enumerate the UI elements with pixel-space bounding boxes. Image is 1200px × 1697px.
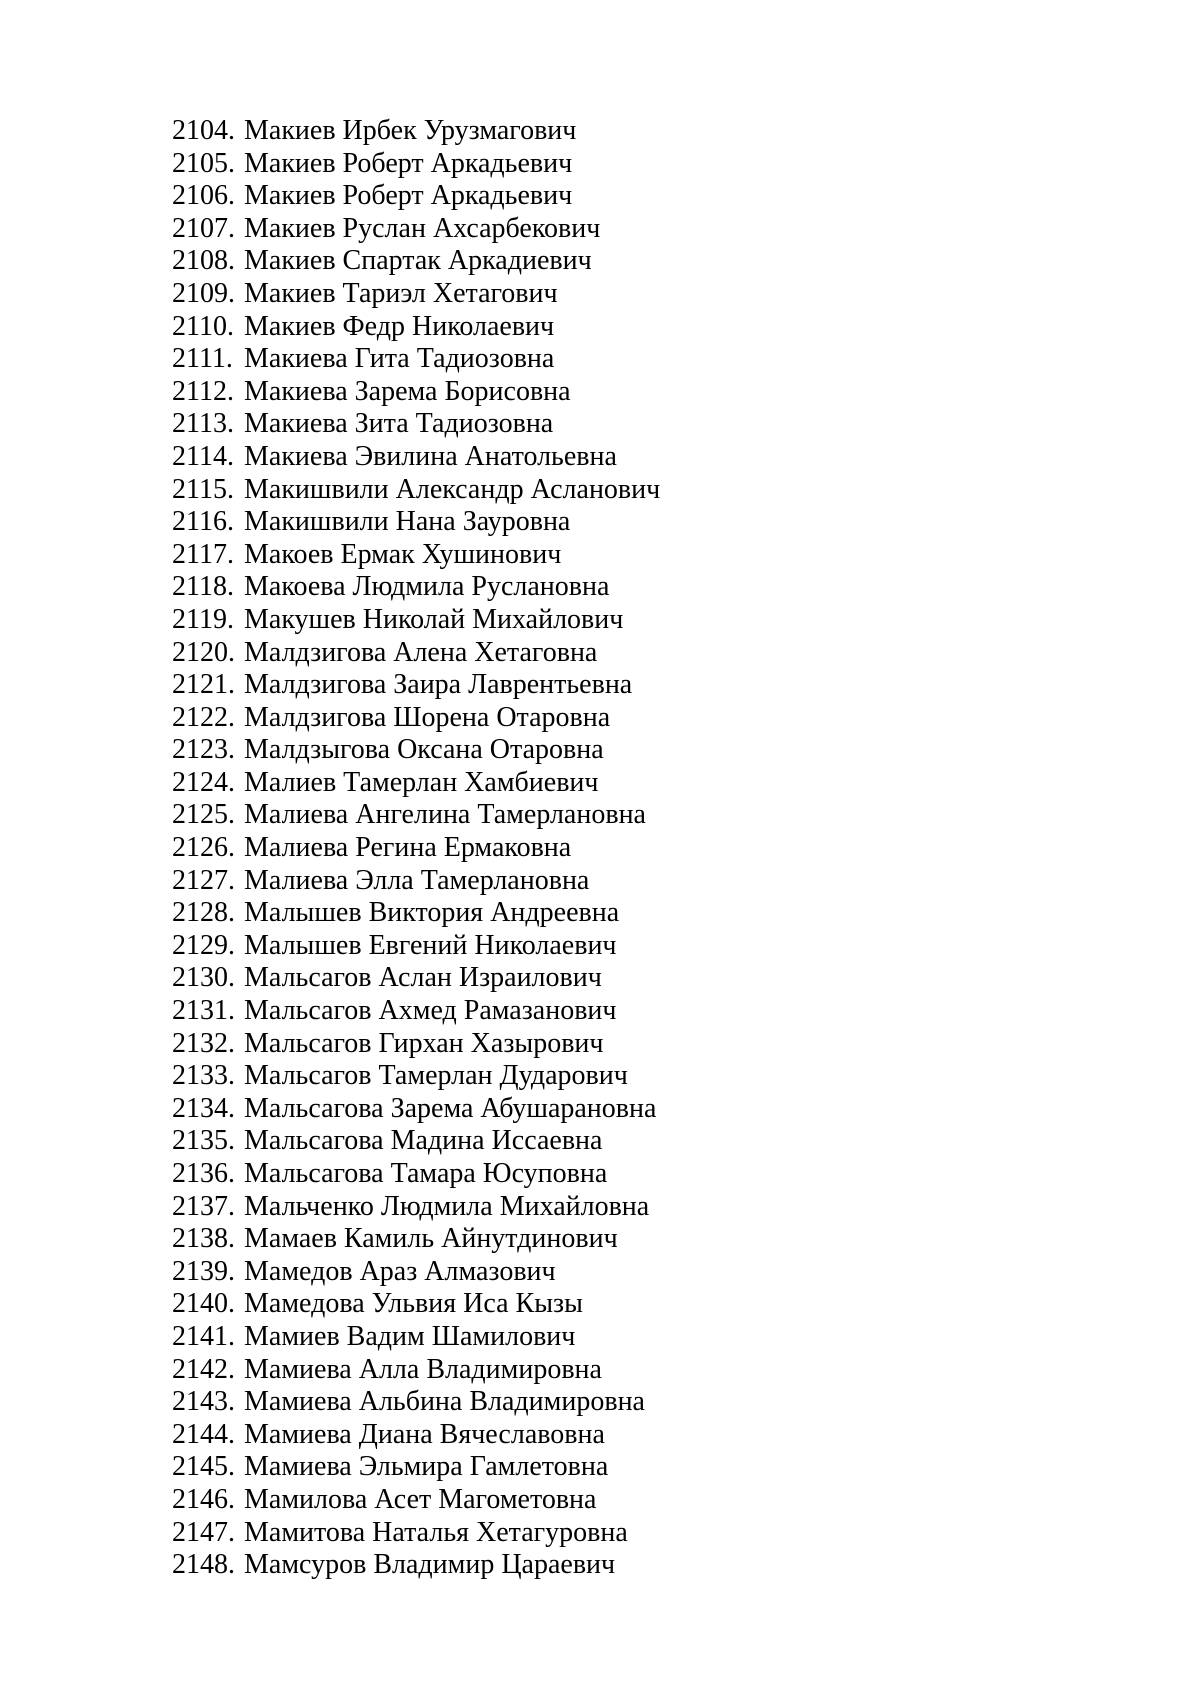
name-list: [172, 115, 660, 1582]
entry-name: Макоев Ермак Хушинович: [244, 538, 562, 570]
entry-number: 2116.: [172, 506, 234, 538]
list-item: [172, 865, 660, 898]
entry-name: Малышев Виктория Андреевна: [244, 897, 620, 929]
list-item: [172, 245, 660, 278]
list-item: [172, 1028, 660, 1061]
list-item: [172, 637, 660, 670]
list-item: [172, 767, 660, 800]
entry-name: Малышев Евгений Николаевич: [244, 929, 617, 961]
entry-number: 2110.: [172, 310, 234, 342]
entry-number: 2144.: [172, 1418, 235, 1450]
entry-name: Макишвили Александр Асланович: [244, 473, 661, 505]
entry-number: 2115.: [172, 473, 234, 505]
entry-name: Макиев Роберт Аркадьевич: [244, 180, 573, 212]
entry-number: 2117.: [172, 538, 234, 570]
list-item: [172, 832, 660, 865]
entry-name: Макиев Ирбек Урузмагович: [244, 115, 577, 146]
entry-number: 2138.: [172, 1223, 235, 1255]
list-item: [172, 115, 660, 148]
entry-name: Макиев Спартак Аркадиевич: [244, 245, 592, 277]
entry-number: 2118.: [172, 571, 234, 603]
list-item: [172, 1321, 660, 1354]
entry-name: Мальсагова Мадина Иссаевна: [244, 1125, 603, 1157]
entry-number: 2145.: [172, 1451, 235, 1483]
entry-name: Мамиева Алла Владимировна: [244, 1353, 602, 1385]
entry-number: 2131.: [172, 995, 235, 1027]
entry-name: Мамедова Ульвия Иса Кызы: [244, 1288, 583, 1320]
entry-number: 2124.: [172, 766, 235, 798]
list-item: [172, 213, 660, 246]
entry-number: 2133.: [172, 1060, 235, 1092]
list-item: [172, 180, 660, 213]
entry-number: 2126.: [172, 832, 235, 864]
entry-number: 2107.: [172, 212, 235, 244]
entry-name: Макиев Руслан Ахсарбекович: [244, 212, 601, 244]
entry-name: Макушев Николай Михайлович: [244, 603, 624, 635]
list-item: [172, 343, 660, 376]
entry-number: 2134.: [172, 1092, 235, 1124]
entry-number: 2128.: [172, 897, 235, 929]
entry-name: Макиева Гита Тадиозовна: [244, 343, 555, 375]
entry-number: 2108.: [172, 245, 235, 277]
entry-number: 2112.: [172, 375, 234, 407]
entry-name: Мамиева Эльмира Гамлетовна: [244, 1451, 609, 1483]
entry-name: Мальсагова Тамара Юсуповна: [244, 1158, 608, 1189]
list-item: [172, 148, 660, 181]
entry-name: Мальсагов Аслан Израилович: [244, 962, 602, 994]
list-item: [172, 604, 660, 637]
entry-name: Мамилова Асет Магометовна: [244, 1483, 597, 1515]
entry-name: Мамедов Араз Алмазович: [244, 1255, 556, 1287]
entry-name: Макиев Роберт Аркадьевич: [244, 147, 573, 179]
list-item: [172, 702, 660, 735]
entry-number: 2122.: [172, 701, 235, 733]
entry-number: 2140.: [172, 1288, 235, 1320]
entry-number: 2132.: [172, 1027, 235, 1059]
entry-number: 2148.: [172, 1549, 235, 1581]
entry-number: 2129.: [172, 929, 235, 961]
list-item: [172, 1484, 660, 1517]
list-item: [172, 1125, 660, 1158]
entry-number: 2143.: [172, 1386, 235, 1418]
list-item: [172, 1354, 660, 1387]
entry-name: Мальсагов Ахмед Рамазанович: [244, 995, 617, 1027]
entry-name: Малиев Тамерлан Хамбиевич: [244, 766, 599, 798]
entry-name: Мальсагов Гирхан Хазырович: [244, 1027, 604, 1059]
entry-number: 2135.: [172, 1125, 235, 1157]
list-item: [172, 311, 660, 344]
list-item: [172, 441, 660, 474]
entry-number: 2125.: [172, 799, 235, 831]
list-item: [172, 1419, 660, 1452]
list-item: [172, 1093, 660, 1126]
list-item: [172, 1223, 660, 1256]
entry-name: Малдзигова Заира Лаврентьевна: [244, 669, 633, 701]
list-item: [172, 1256, 660, 1289]
list-item: [172, 734, 660, 767]
entry-number: 2106.: [172, 180, 235, 212]
entry-name: Мамиев Вадим Шамилович: [244, 1320, 576, 1352]
entry-number: 2139.: [172, 1255, 235, 1287]
entry-number: 2147.: [172, 1516, 235, 1548]
list-item: [172, 897, 660, 930]
list-item: [172, 408, 660, 441]
entry-name: Мамиева Диана Вячеславовна: [244, 1418, 605, 1450]
entry-name: Мамаев Камиль Айнутдинович: [244, 1223, 618, 1255]
entry-name: Макиев Тариэл Хетагович: [244, 277, 558, 309]
list-item: [172, 669, 660, 702]
entry-name: Мамиева Альбина Владимировна: [244, 1386, 645, 1418]
entry-number: 2105.: [172, 147, 235, 179]
entry-name: Макиев Федр Николаевич: [244, 310, 555, 342]
entry-name: Мальсагова Зарема Абушарановна: [244, 1092, 657, 1124]
list-item: [172, 1451, 660, 1484]
entry-name: Малиева Регина Ермаковна: [244, 832, 572, 864]
entry-name: Мамсуров Владимир Цараевич: [244, 1549, 616, 1581]
entry-number: 2104.: [172, 115, 235, 146]
entry-number: 2130.: [172, 962, 235, 994]
list-item: [172, 278, 660, 311]
entry-name: Макиева Эвилина Анатольевна: [244, 440, 617, 472]
list-item: [172, 1386, 660, 1419]
list-item: [172, 571, 660, 604]
list-item: [172, 376, 660, 409]
entry-number: 2141.: [172, 1320, 235, 1352]
entry-name: Макишвили Нана Зауровна: [244, 506, 571, 538]
entry-name: Малдзигова Шорена Отаровна: [244, 701, 611, 733]
entry-number: 2123.: [172, 734, 235, 766]
list-item: [172, 1060, 660, 1093]
list-item: [172, 1288, 660, 1321]
list-item: [172, 799, 660, 832]
entry-name: Макоева Людмила Руслановна: [244, 571, 610, 603]
entry-number: 2121.: [172, 669, 235, 701]
entry-name: Малдзыгова Оксана Отаровна: [244, 734, 604, 766]
entry-name: Мальченко Людмила Михайловна: [244, 1190, 650, 1222]
entry-number: 2114.: [172, 440, 234, 472]
entry-number: 2109.: [172, 277, 235, 309]
list-item: [172, 539, 660, 572]
entry-number: 2142.: [172, 1353, 235, 1385]
entry-number: 2146.: [172, 1483, 235, 1515]
list-item: [172, 506, 660, 539]
entry-name: Макиева Зарема Борисовна: [244, 375, 571, 407]
entry-number: 2111.: [172, 343, 233, 375]
entry-number: 2127.: [172, 864, 235, 896]
list-item: [172, 995, 660, 1028]
entry-name: Малиева Элла Тамерлановна: [244, 864, 590, 896]
entry-name: Малдзигова Алена Хетаговна: [244, 636, 598, 668]
list-item: [172, 1191, 660, 1224]
list-item: [172, 1158, 660, 1191]
entry-name: Мамитова Наталья Хетагуровна: [244, 1516, 628, 1548]
list-item: [172, 1517, 660, 1550]
list-item: [172, 930, 660, 963]
entry-number: 2119.: [172, 603, 234, 635]
entry-number: 2136.: [172, 1158, 235, 1189]
list-item: [172, 474, 660, 507]
entry-number: 2120.: [172, 636, 235, 668]
list-item: [172, 962, 660, 995]
entry-name: Мальсагов Тамерлан Дударович: [244, 1060, 628, 1092]
entry-name: Макиева Зита Тадиозовна: [244, 408, 554, 440]
entry-number: 2137.: [172, 1190, 235, 1222]
list-item: [172, 1549, 660, 1582]
entry-number: 2113.: [172, 408, 234, 440]
entry-name: Малиева Ангелина Тамерлановна: [244, 799, 646, 831]
